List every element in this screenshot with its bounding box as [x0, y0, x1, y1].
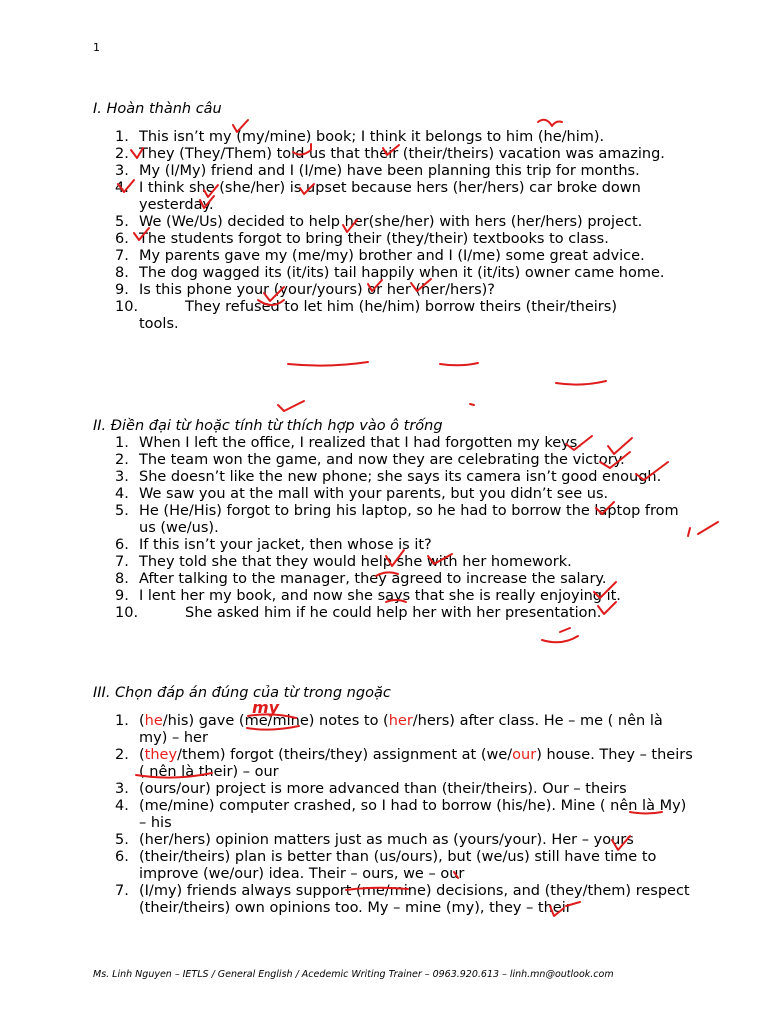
list-item: 5. (her/hers) opinion matters just as much as (yours/your). Her – yours: [115, 832, 634, 848]
list-item: 3. (ours/our) project is more advanced than (their/theirs). Our – theirs: [115, 781, 627, 797]
underline-mark: [556, 381, 606, 385]
tick-mark: [278, 401, 304, 411]
list-item: 7. My parents gave my (me/my) brother and I (I/me) some great advice.: [115, 248, 645, 264]
section-3-title: III. Chọn đáp án đúng của từ trong ngoặc: [93, 685, 391, 701]
list-item: 2. (they/them) forgot (theirs/they) assignment at (we/our) house. They – theirs ( nên là their) – our: [115, 747, 693, 780]
list-item: 3. She doesn’t like the new phone; she says its camera isn’t good enough.: [115, 469, 662, 485]
list-item: 3. My (I/My) friend and I (I/me) have been planning this trip for months.: [115, 163, 640, 179]
section-2-title: II. Điền đại từ hoặc tính từ thích hợp vào ô trống: [93, 418, 443, 434]
underline-mark: [542, 636, 578, 642]
list-item: 1. When I left the office, I realized that I had forgotten my keys.: [115, 435, 582, 451]
list-item: 9. Is this phone your (your/yours) or her (her/hers)?: [115, 282, 495, 298]
list-item: 7. (I/my) friends always support (me/mine) decisions, and (they/them) respect (their/theirs) own opinions too. My – mine (my), they – their: [115, 883, 690, 916]
footer: Ms. Linh Nguyen – IETLS / General English / Acedemic Writing Trainer – 0963.920.613 – linh.mn@outlook.com: [93, 969, 614, 980]
list-item: 5. We (We/Us) decided to help her(she/her) with hers (her/hers) project.: [115, 214, 643, 230]
list-item: 6. The students forgot to bring their (they/their) textbooks to class.: [115, 231, 609, 247]
list-item: 4. (me/mine) computer crashed, so I had to borrow (his/he). Mine ( nên là My) – his: [115, 798, 687, 831]
section-2-list: [93, 435, 693, 622]
tick-mark: [538, 120, 562, 126]
list-item: 6. If this isn’t your jacket, then whose is it?: [115, 537, 432, 553]
list-item: 2. The team won the game, and now they are celebrating the victory.: [115, 452, 625, 468]
list-item: 9. I lent her my book, and now she says that she is really enjoying it.: [115, 588, 621, 604]
list-item: 5. He (He/His) forgot to bring his laptop, so he had to borrow the laptop from us (we/us).: [115, 503, 679, 536]
section-3-list: [93, 713, 693, 917]
list-item: 1. (he/his) gave (me/mine) notes to (her/hers) after class. He – me ( nên là my) – her: [115, 713, 663, 746]
handwritten-note: my: [252, 698, 280, 717]
underline-mark: [440, 363, 478, 365]
list-item: 4. We saw you at the mall with your parents, but you didn’t see us.: [115, 486, 609, 502]
list-item: 8. The dog wagged its (it/its) tail happily when it (it/its) owner came home.: [115, 265, 665, 281]
tick-mark: [560, 628, 570, 632]
underline-mark: [288, 362, 368, 366]
list-item: 8. After talking to the manager, they agreed to increase the salary.: [115, 571, 607, 587]
section-1-list: [93, 129, 693, 333]
page-number: 1: [93, 41, 100, 54]
list-item: 2. They (They/Them) told us that their (their/theirs) vacation was amazing.: [115, 146, 665, 162]
section-1-title: I. Hoàn thành câu: [93, 101, 222, 117]
list-item: 4. I think she (she/her) is upset because hers (her/hers) car broke down yesterday.: [115, 180, 641, 213]
tick-mark: [698, 522, 718, 534]
list-item: 10. They refused to let him (he/him) borrow theirs (their/theirs) tools.: [115, 299, 617, 332]
list-item: 7. They told she that they would help she with her homework.: [115, 554, 572, 570]
tick-mark: [470, 404, 474, 405]
list-item: 6. (their/theirs) plan is better than (us/ours), but (we/us) still have time to improve (we/our) idea. Their – ours, we – our: [115, 849, 657, 882]
list-item: 1. This isn’t my (my/mine) book; I think it belongs to him (he/him).: [115, 129, 605, 145]
list-item: 10. She asked him if he could help her with her presentation.: [115, 605, 602, 621]
